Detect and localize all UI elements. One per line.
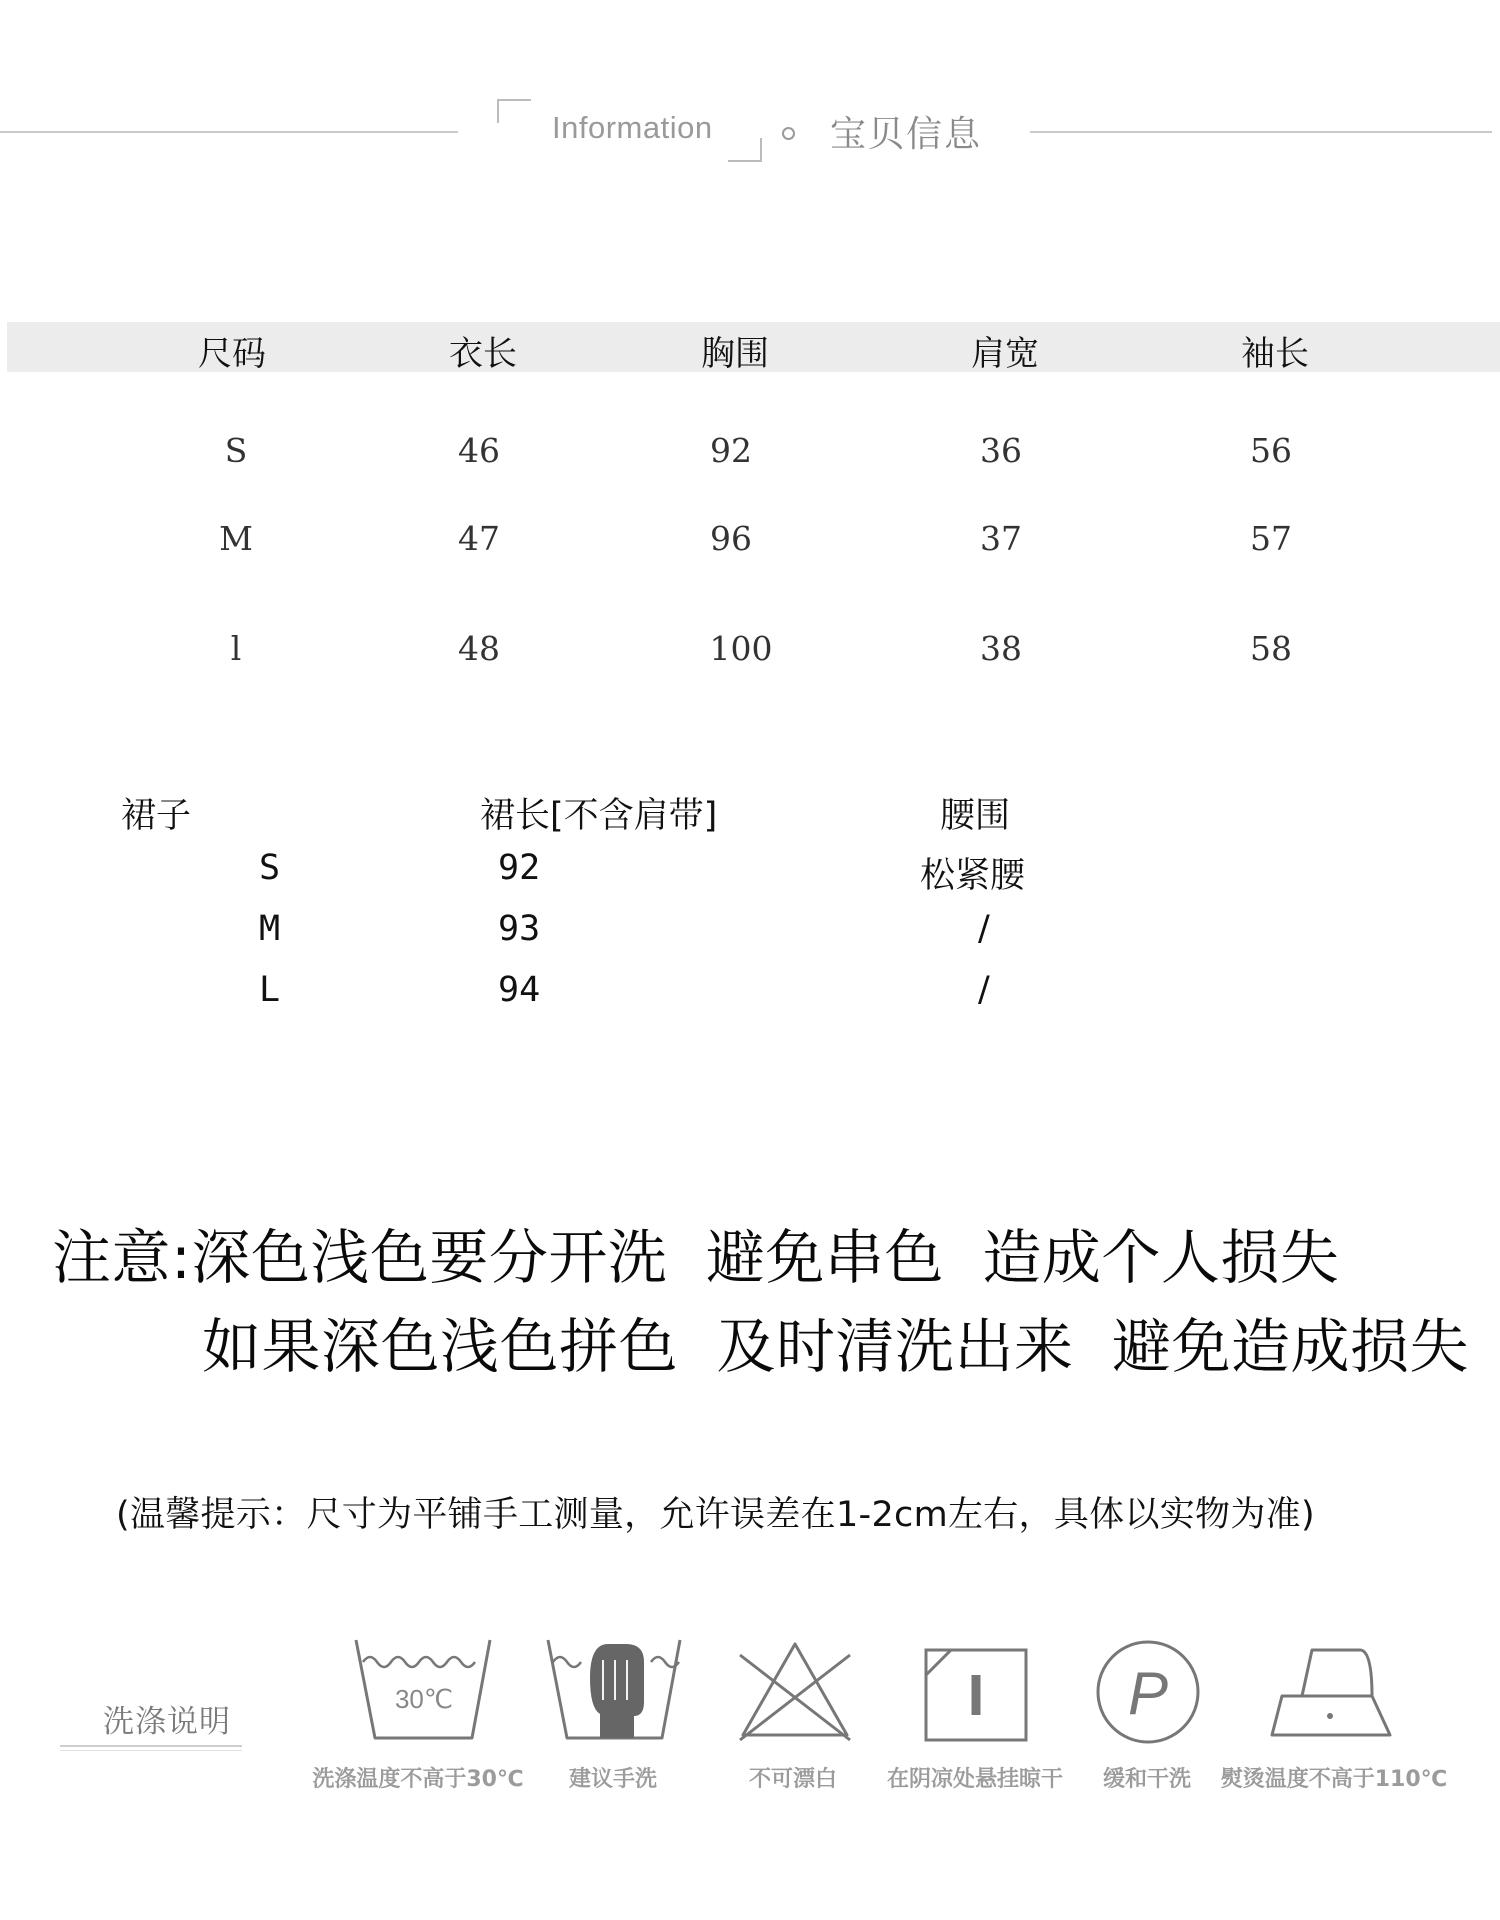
- shade-hang-dry-icon: [926, 1650, 1026, 1740]
- no-bleach-label: 不可漂白: [748, 1767, 838, 1792]
- iron-110-label: 熨烫温度不高于110℃: [1220, 1767, 1448, 1792]
- wash-30-label: 洗涤温度不高于30℃: [312, 1767, 524, 1792]
- no-bleach-icon: [740, 1644, 850, 1740]
- size-table-header-shoulder: 肩宽: [971, 334, 1039, 374]
- skirt-table-header-skirt: 裙子: [121, 796, 192, 836]
- header-bracket-top-left: [497, 99, 531, 123]
- dry-clean-label: 缓和干洗: [1102, 1767, 1192, 1792]
- size-table-cell: 48: [458, 629, 500, 668]
- hand-wash-icon: [548, 1640, 680, 1738]
- size-table-cell: 56: [1250, 431, 1292, 470]
- size-table-cell: 46: [458, 431, 500, 470]
- wash-30-symbol: 30℃: [394, 1684, 454, 1714]
- skirt-table-header-length: 裙长[不含肩带]: [480, 796, 718, 836]
- size-table-cell: 58: [1250, 629, 1292, 668]
- size-table-header-length: 衣长: [449, 334, 517, 374]
- size-table-cell: 100: [709, 629, 773, 668]
- size-table-header-bust: 胸围: [701, 334, 769, 374]
- size-table-cell: 38: [980, 629, 1022, 668]
- skirt-table-cell: L: [259, 970, 281, 1010]
- skirt-table-cell: /: [978, 970, 990, 1010]
- skirt-table-cell: 92: [498, 848, 541, 888]
- skirt-table-header-waist: 腰围: [940, 796, 1011, 836]
- skirt-table-cell: 松紧腰: [920, 856, 1026, 896]
- header-dot: [782, 127, 795, 140]
- skirt-table-cell: /: [978, 909, 990, 949]
- size-table-cell: M: [219, 519, 253, 558]
- notice-line-2: 如果深色浅色拼色 及时清洗出来 避免造成损失: [202, 1312, 1470, 1381]
- size-table-cell: 47: [458, 519, 500, 558]
- header-line-right: [1030, 131, 1492, 133]
- size-table-header-size: 尺码: [198, 334, 266, 374]
- notice-line-1: 注意:深色浅色要分开洗 避免串色 造成个人损失: [52, 1223, 1340, 1292]
- header-cn-title: 宝贝信息: [830, 114, 983, 155]
- size-table-cell: S: [224, 431, 248, 470]
- header-en-title: Information: [552, 110, 713, 145]
- dry-clean-symbol: P: [1127, 1660, 1169, 1727]
- size-table-cell: 92: [710, 431, 752, 470]
- size-table-cell: 96: [710, 519, 752, 558]
- skirt-table-cell: 93: [498, 909, 541, 949]
- care-title: 洗涤说明: [103, 1704, 231, 1740]
- shade-hang-dry-label: 在阴凉处悬挂晾干: [886, 1767, 1064, 1792]
- hand-wash-label: 建议手洗: [568, 1767, 658, 1792]
- size-table-cell: 36: [980, 431, 1022, 470]
- iron-110-icon: [1272, 1650, 1390, 1735]
- skirt-table-cell: S: [259, 848, 281, 888]
- size-table-header-sleeve: 袖长: [1241, 334, 1309, 374]
- size-tip: (温馨提示：尺寸为平铺手工测量，允许误差在1-2cm左右，具体以实物为准): [116, 1495, 1315, 1535]
- skirt-table-cell: 94: [498, 970, 541, 1010]
- size-table-cell: l: [230, 629, 242, 668]
- size-table-cell: 57: [1250, 519, 1292, 558]
- header-line-left: [0, 131, 458, 133]
- header-bracket-bottom-right: [728, 138, 762, 162]
- dry-clean-p-icon: [1098, 1642, 1198, 1742]
- skirt-table-cell: M: [259, 909, 281, 949]
- size-table-cell: 37: [980, 519, 1022, 558]
- wash-30-icon: [356, 1640, 490, 1738]
- care-icons: [0, 1620, 1500, 1770]
